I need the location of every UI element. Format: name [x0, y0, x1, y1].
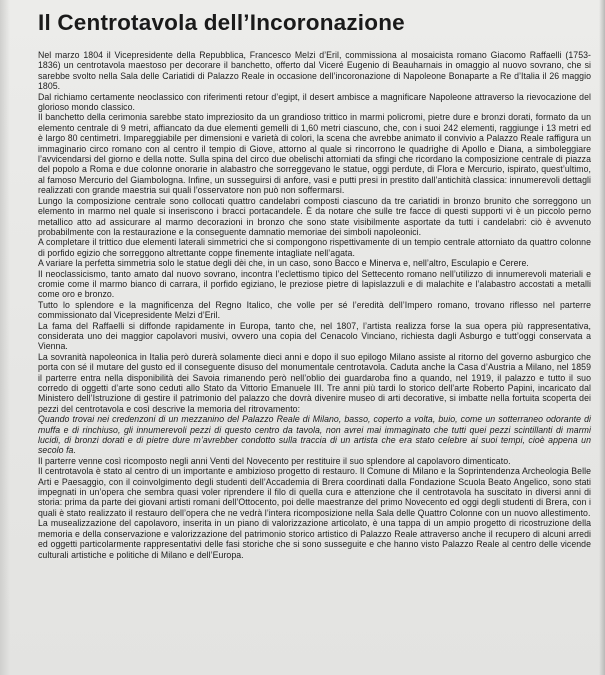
paragraph: Il banchetto della cerimonia sarebbe stato impreziosito da un grandioso trittico in marmi policromi, pietre dure e bronzi dorati, formato da un elemento centrale di 9 metri, affiancato da due elementi gemelli di 1,60 metri ciascuno, che, con i suoi 242 elementi, raggiunge i 13 metri ed è largo 80 centimetri. Impareggiabile per dimensioni e varietà di colori, la scena che avrebbe animato il convivio a Palazzo Reale raffigura un immaginario circo romano con al centro il tempio di Giove, attorno al quale si rincorrono le quadrighe di Apollo e Diana, a simboleggiare l’avvicendarsi del giorno e della notte. Sulla spina del circo due obelischi attorniati da sfingi che ricordano la composizione centrale di piazza del popolo a Roma e due colonne onorarie in alabastro che sorreggevano le statue, oggi perdute, di Flora e Mercurio, ispirato, quest’ultimo, al famoso Mercurio del Giambologna. Infine, un susseguirsi di anfore, vasi e putti presi in prestito dall’antichità classica: innumerevoli dettagli realizzati con grande maestria sui quali l’osservatore non può non soffermarsi.	[38, 112, 591, 196]
panel-right-edge	[599, 0, 605, 675]
paragraph: Nel marzo 1804 il Vicepresidente della Repubblica, Francesco Melzi d’Eril, commissiona al mosaicista romano Giacomo Raffaelli (1753-1836) un centrotavola maestoso per decorare il banchetto, offerto dal Viceré Eugenio di Beauharnais in omaggio al nuovo sovrano, che si sarebbe svolto nella Sala delle Cariatidi di Palazzo Reale in occasione dell’incoronazione di Napoleone Bonaparte a Re d’Italia il 26 maggio 1805.	[38, 50, 591, 92]
papini-quote: Quando trovai nei credenzoni di un mezzanino del Palazzo Reale di Milano, basso, coperto a volta, buio, come un sotterraneo odorante di muffa e di rinchiuso, gli innumerevoli pezzi di questo centro da tavola, non avrei mai immaginato che tutti quei pezzi scintillanti di marmi lucidi, di bronzi dorati e di pietre dure m’avrebber condotto sulla traccia di un artista che era stato celebre ai suoi tempi, cioè appena un secolo fa.	[38, 414, 591, 456]
paragraph: A variare la perfetta simmetria solo le statue degli dèi che, in un caso, sono Bacco e Minerva e, nell’altro, Esculapio e Cerere.	[38, 258, 529, 269]
paragraph: Tutto lo splendore e la magnificenza del Regno Italico, che volle per sé l’eredità dell’Impero romano, trovano riflesso nel parterre commissionato dal Vicepresidente Melzi d’Eril.	[38, 299, 591, 321]
paragraph: La sovranità napoleonica in Italia però durerà solamente dieci anni e dopo il suo epilogo Milano assiste al ritorno del governo asburgico che porta con sé il mutare del gusto ed il conseguente disuso del monumentale centrotavola. Caduta anche la Casa d’Austria a Milano, nel 1859 il parterre entra nella disponibilità dei Savoia rimanendo però nell’oblio dei guardaroba fino a quando, nel 1919, il palazzo e tutto il suo corredo di oggetti d’arte sono ceduti allo Stato da Vittorio Emanuele III. Tre anni più tardi lo storico dell’arte Roberto Papini, incaricato dal Ministero dell’Istruzione di gestire il patrimonio del palazzo che dovrà divenire museo di arti decorative, si imbatte nella fortuita scoperta dei pezzi del centrotavola e così descrive la memoria del ritrovamento:	[38, 351, 591, 414]
paragraph: La fama del Raffaelli si diffonde rapidamente in Europa, tanto che, nel 1807, l’artista realizza forse la sua opera più rappresentativa, considerata uno dei maggior capolavori musivi, ovvero una copia del Cenacolo Vinciano, richiesta dagli Asburgo e tutt’oggi conservata a Vienna.	[38, 320, 591, 352]
paragraph: Lungo la composizione centrale sono collocati quattro candelabri composti ciascuno da tre cariatidi in bronzo brunito che sorreggono un elemento in marmo nel quale si inseriscono i bracci portacandele. È da notare che sulle tre facce di questi supporti vi è un piccolo perno metallico atto ad assicurare al marmo decorazioni in bronzo che sono state visibilmente asportate da tutti i candelabri: ciò è avvenuto probabilmente con la restaurazione e la conseguente damnatio memoriae dei simboli napoleonici.	[38, 195, 591, 237]
paragraph: Il neoclassicismo, tanto amato dal nuovo sovrano, incontra l’eclettismo tipico del Settecento romano nell’utilizzo di innumerevoli materiali e cromie come il marmo bianco di carrara, il porfido egiziano, le preziose pietre di lapislazzuli e di malachite e l’alabastro accostati a metalli come oro e bronzo.	[38, 268, 591, 300]
panel-left-shadow	[0, 0, 10, 675]
paragraph: Il centrotavola è stato al centro di un importante e ambizioso progetto di restauro. Il Comune di Milano e la Soprintendenza Archeologia Belle Arti e Paesaggio, con il coinvolgimento degli studenti dell’Accademia di Brera coordinati dalla Fondazione Scuola Beato Angelico, sono stati impegnati in un’opera che sembra quasi voler riprendere il filo di quella cura e attenzione che il centrotavola ha suscitato in diversi anni di storia: prima da parte dei giovani artisti romani dell’Ottocento, poi delle maestranze del primo Novecento ed oggi degli studenti di Brera, con i quali è stato realizzato il restauro dell’opera che ne vedrà l’intera ricomposizione nella Sala delle Quattro Colonne con un nuovo allestimento.	[38, 466, 591, 518]
panel-title: Il Centrotavola dell’Incoronazione	[38, 10, 405, 35]
paragraph: Dal richiamo certamente neoclassico con riferimenti retour d’egipt, il desert ambisce a magnificare Napoleone attraverso la rievocazione del glorioso mondo classico.	[38, 91, 591, 113]
paragraph: La musealizzazione del capolavoro, inserita in un piano di valorizzazione articolato, è una tappa di un ampio progetto di ricostruzione della memoria e della conservazione e valorizzazione del patrimonio storico artistico di Palazzo Reale attraverso anche il recupero di alcuni arredi ed oggetti particolarmente rappresentativi delle fasi storiche che si sono susseguite e che hanno visto Palazzo Reale al centro delle vicende culturali artistiche e politiche di Milano e dell’Europa.	[38, 518, 591, 560]
paragraph: Il parterre venne così ricomposto negli anni Venti del Novecento per restituire il suo splendore al capolavoro dimenticato.	[38, 455, 511, 466]
panel-body	[38, 50, 591, 560]
paragraph: A completare il trittico due elementi laterali simmetrici che si compongono rispettivamente di un tempio centrale attorniato da quattro colonne di porfido egizio che sorreggono altrettante coppe finemente intagliate nell’agata.	[38, 237, 591, 258]
